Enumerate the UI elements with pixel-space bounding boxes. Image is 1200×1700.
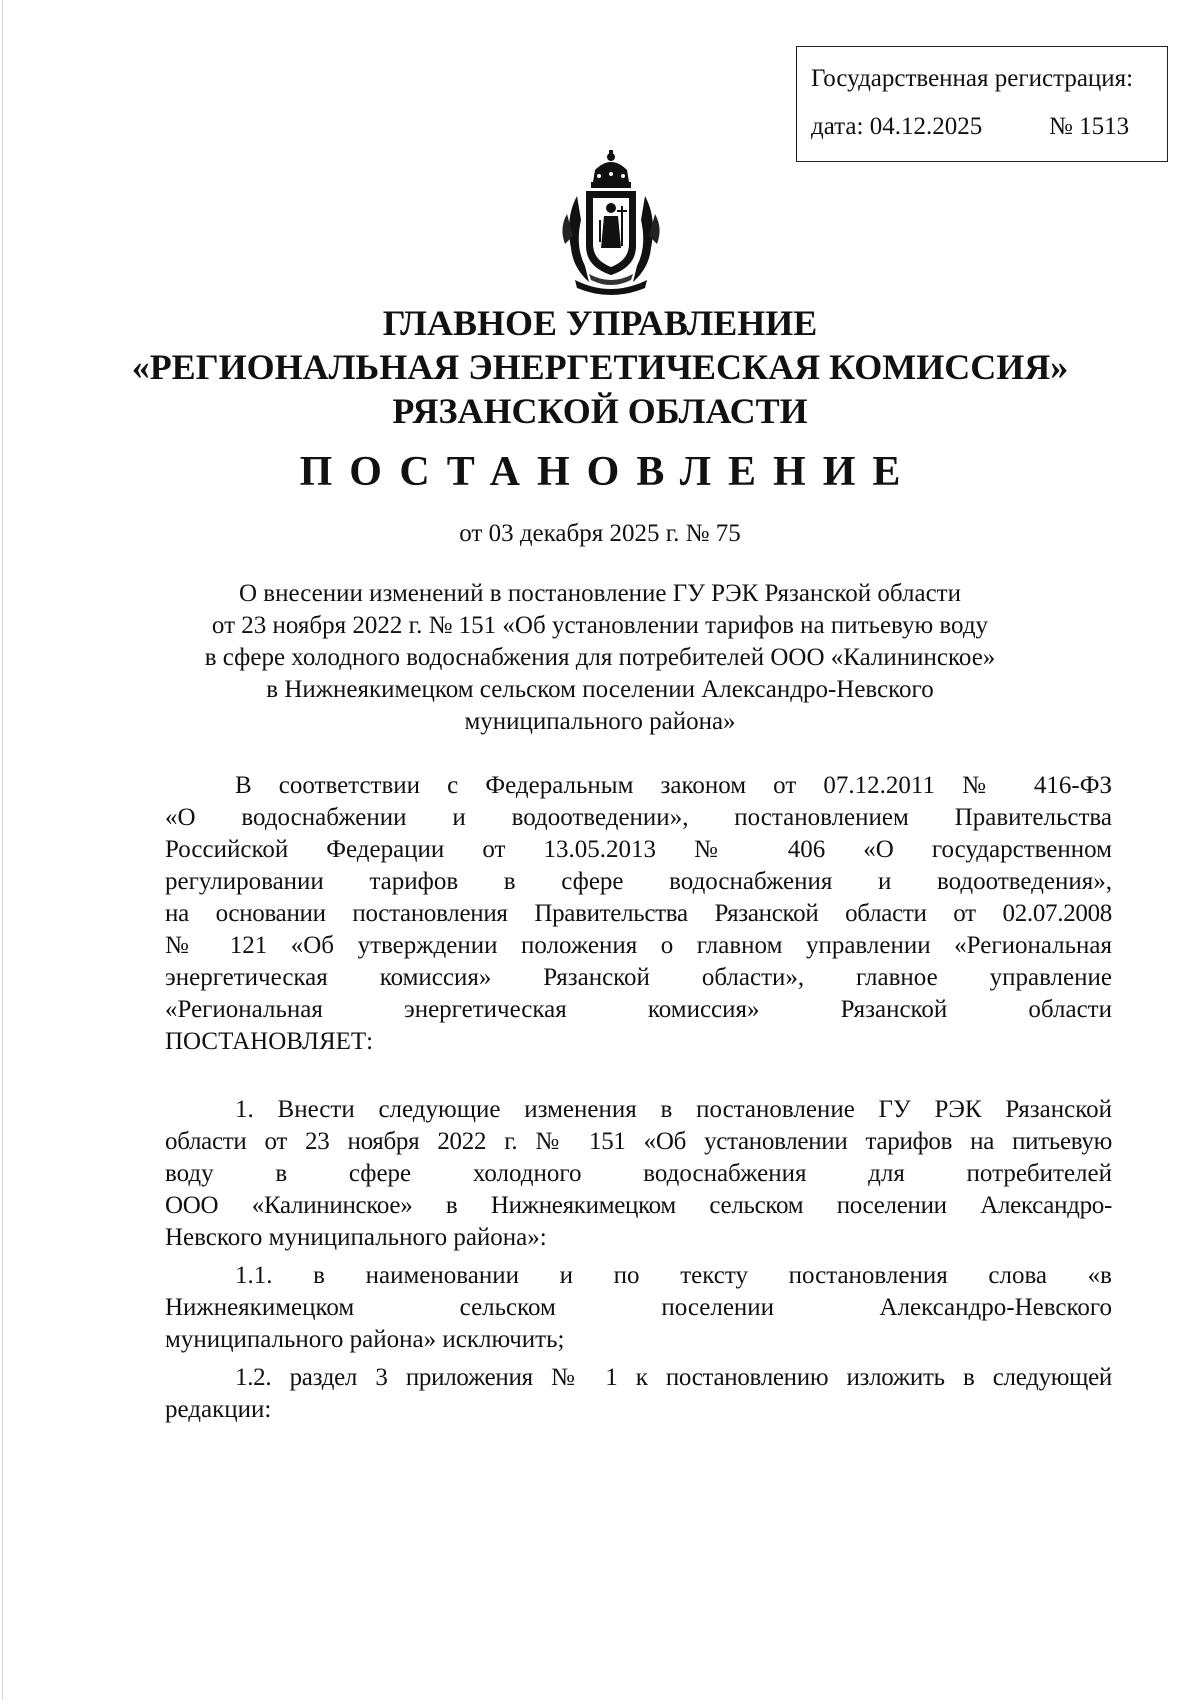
subject-line: в Нижнеякимецком сельском поселении Александро-Невского [266,676,934,703]
preamble-line: «О водоснабжении и водоотведении», постановлением Правительства [165,804,1112,831]
organization-name-line-3: РЯЗАНСКОЙ ОБЛАСТИ [392,391,808,431]
preamble-line: «Региональная энергетическая комиссия» Рязанской области [165,996,1112,1023]
registration-stamp [796,46,1168,162]
resolves-keyword: ПОСТАНОВЛЯЕТ: [165,1028,374,1055]
preamble-line: В соответствии с Федеральным законом от 07.12.2011 № 416-ФЗ [235,772,1112,799]
organization-name-line-2: «РЕГИОНАЛЬНАЯ ЭНЕРГЕТИЧЕСКАЯ КОМИССИЯ» [131,347,1069,387]
preamble-line: на основании постановления Правительства Рязанской области от 02.07.2008 [165,900,1112,927]
item-1-2-line: 1.2. раздел 3 приложения № 1 к постановлению изложить в следующей [235,1364,1112,1391]
registration-date: дата: 04.12.2025 [811,113,983,140]
item-1-1-line: 1.1. в наименовании и по тексту постановления слова «в [235,1262,1112,1289]
item-1-2-line: редакции: [165,1396,272,1423]
registration-title: Государственная регистрация: [811,65,1134,92]
subject-line: в сфере холодного водоснабжения для потребителей ООО «Калининское» [204,644,996,671]
item-1-1-line: муниципального района» исключить; [165,1326,565,1353]
preamble-line: № 121 «Об утверждении положения о главном управлении «Региональная [165,932,1112,959]
scan-edge [2,0,3,1700]
subject-line: О внесении изменений в постановление ГУ РЭК Рязанской области [239,580,961,607]
document-type-heading: ПОСТАНОВЛЕНИЕ [299,449,918,495]
ryazan-region-coat-of-arms-icon [555,148,667,300]
item-1-line: области от 23 ноября 2022 г. № 151 «Об установлении тарифов на питьевую [165,1128,1112,1155]
preamble-line: энергетическая комиссия» Рязанской области», главное управление [165,964,1112,991]
preamble-line: Российской Федерации от 13.05.2013 № 406 «О государственном [165,836,1112,863]
item-1-line: воду в сфере холодного водоснабжения для потребителей [165,1160,1112,1187]
item-1-1-line: Нижнеякимецком сельском поселении Александро-Невского [165,1294,1112,1321]
registration-number: № 1513 [1049,113,1130,140]
organization-name-line-1: ГЛАВНОЕ УПРАВЛЕНИЕ [382,303,818,343]
subject-line: муниципального района» [464,708,736,735]
subject-line: от 23 ноября 2022 г. № 151 «Об установлении тарифов на питьевую воду [211,612,989,639]
item-1-line: 1. Внести следующие изменения в постановление ГУ РЭК Рязанской [235,1096,1112,1123]
document-date-number: от 03 декабря 2025 г. № 75 [459,520,741,547]
item-1-line: ООО «Калининское» в Нижнеякимецком сельском поселении Александро- [165,1192,1112,1219]
item-1-line: Невского муниципального района»: [165,1224,547,1251]
preamble-line: регулировании тарифов в сфере водоснабжения и водоотведения», [165,868,1112,895]
